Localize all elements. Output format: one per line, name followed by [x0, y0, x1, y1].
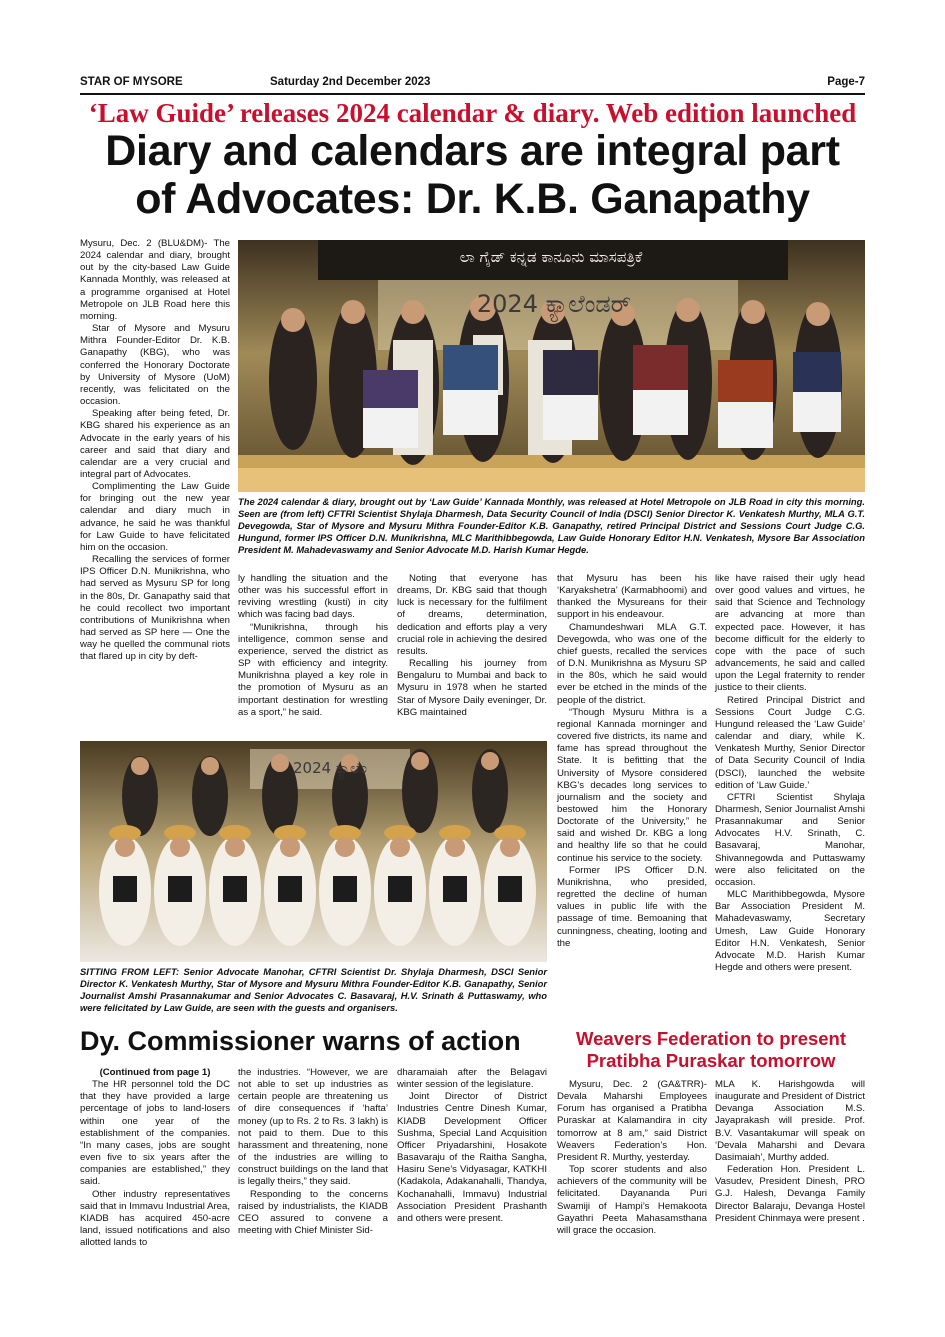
- paragraph: Top scorer students and also achievers of the community will be felicitated. Dayananda Puri Swamiji of Hampi’s Hemakoota Gayathri Peeta Mahasamsthana will grace the occasion.: [557, 1164, 707, 1236]
- paragraph: “Munikrishna, through his intelligence, common sense and experience, served the district as SP with efficiency and integrity. Munikrishna played a key role in the promotion of Mysuru as an important destination for wrestling as a sport,” he said.: [238, 621, 388, 718]
- paragraph: Recalling the services of former IPS Officer D.N. Munikrishna, who had served as Mysuru SP for long in the 80s, Dr. Ganapathy said that he could recollect two important contributions of Munikrishna when had served as SP here — One the way he quelled the communal riots that flared up in city by deft-: [80, 554, 230, 663]
- headline-line-1: Diary and calendars are integral part: [105, 127, 840, 175]
- photo2-caption: SITTING FROM LEFT: Senior Advocate Manohar, CFTRI Scientist Dr. Shylaja Dharmesh, DSCI Senior Director K. Venkatesh Murthy, Star of Mysore and Mysuru Mithra Founder-Editor K.B. Ganapathy, Senior Journalist Amshi Prasannakumar and Senior Advocates C. Basavaraj, H.V. Srinath & Puttaswamy, who were felicitated by Law Guide, are seen with the guests and organisers.: [80, 966, 547, 1014]
- main-col-3: [397, 573, 547, 719]
- paragraph: Mysuru, Dec. 2 (GA&TRR)- Devala Maharshi Employees Forum has organised a Pratibha Puraskar at Kalamandira in city tomorrow at 8 am,” said District Weavers Federation’s Hon. President R. Murthy, yesterday.: [557, 1079, 707, 1163]
- photo1-caption: The 2024 calendar & diary, brought out by ‘Law Guide’ Kannada Monthly, was released at Hotel Metropole on JLB Road in city this morning. Seen are (from left) CFTRI Scientist Shylaja Dharmesh, Data Security Council of India (DSCI) Senior Director K. Venkatesh Murthy, MLA G.T. Devegowda, Star of Mysore and Mysuru Mithra Founder-Editor K.B. Ganapathy, retired Principal District and Sessions Court Judge C.G. Hungund, former IPS Officer D.N. Munikrishna, MLC Marithibbegowda, Law Guide Honorary Editor H.N. Venkatesh, Mysore Bar Association President M. Mahadevaswamy and Senior Advocate M.D. Harish Kumar Hegde.: [238, 496, 865, 556]
- page-number: Page-7: [827, 76, 865, 88]
- calendar-release-photo: [238, 240, 865, 492]
- paragraph: Mysuru, Dec. 2 (BLU&DM)- The 2024 calendar and diary, brought out by the city-based Law Guide Kannada Monthly, was released at a programme organised at Hotel Metropole on JLB Road here this morning.: [80, 238, 230, 322]
- continued-label: (Continued from page 1): [99, 1067, 211, 1078]
- dc-col-1: [80, 1067, 230, 1249]
- paragraph: Star of Mysore and Mysuru Mithra Founder-Editor Dr. K.B. Ganapathy (KBG), who was conferred the Honorary Doctorate by University of Mysore (UoM) recently, was felicitated on the occasion.: [80, 323, 230, 408]
- paragraph: the industries. “However, we are not able to set up industries as certain people are threatening us of dire consequences if ‘hafta’ money (up to Rs. 2 to Rs. 3 lakh) is not paid to them. Due to this harassment and threatening, none of the industries are willing to construct buildings on the land that is legally theirs,” they said.: [238, 1067, 388, 1188]
- photo2-backdrop-text: 2024 ಕ್ಯಾಲೆಂ: [292, 759, 368, 777]
- paragraph: MLA K. Harishgowda will inaugurate and President of District Devanga Association M.S. Jayaprakash will preside. Prof. B.V. Vasantakumar will speak on ‘Devala Maharshi and Devara Dasimaiah’, Murthy added.: [715, 1079, 865, 1163]
- weavers-col-2: [715, 1079, 865, 1225]
- paragraph: Noting that everyone has dreams, Dr. KBG said that though luck is necessary for the fulfilment of dreams, determination, dedication and efforts play a very crucial role in achieving the desired results.: [397, 573, 547, 657]
- dc-col-3: [397, 1067, 547, 1225]
- masthead-rule: [80, 93, 865, 95]
- paragraph: Complimenting the Law Guide for bringing out the new year calendar and diary much in advance, he said he was thankful for Law Guide to have felicitated him on the occasion.: [80, 481, 230, 553]
- main-col-1: [80, 238, 230, 663]
- paragraph: Chamundeshwari MLA G.T. Devegowda, who was one of the chief guests, recalled the services of D.N. Munikrishna as Mysuru SP in the 80s, which he said would ever be etched in the minds of the people of the district.: [557, 621, 707, 706]
- photo1-backdrop-text: 2024 ಕ್ಯಾಲೆಂಡರ್: [476, 290, 632, 318]
- headline-line-2: of Advocates: Dr. K.B. Ganapathy: [135, 175, 810, 223]
- paragraph: Joint Director of District Industries Centre Dinesh Kumar, KIADB Development Officer Sushma, Special Land Acquisition Officer Priyadarshini, Hosakote Basavaraju of the Raitha Sangha, Hasiru Sene’s Vidyasagar, KATKHI (Kadakola, Adakanahalli, Thandya, Kochanahalli, Immavu) Industrial Association President Prashanth and others were present.: [397, 1091, 547, 1224]
- paragraph: The HR personnel told the DC that they have provided a large percentage of jobs to land-losers within one year of the establishment of the companies. “In many cases, jobs are sought even five to six years after the companies are established,” they said.: [80, 1079, 230, 1188]
- main-col-5: [715, 573, 865, 974]
- paragraph: Federation Hon. President L. Vasudev, President Dinesh, PRO G.J. Halesh, Devanga Family Director Balaraju, Devanga Hostel President Chinmaya were present .: [715, 1164, 865, 1224]
- dc-headline: Dy. Commissioner warns of action: [80, 1026, 521, 1056]
- paragraph: Retired Principal District and Sessions Court Judge C.G. Hungund released the ‘Law Guide’ calendar and diary, while K. Venkatesh Murthy, Senior Director of Data Security Council of India (DSCI), launched the website edition of ‘Law Guide.’: [715, 694, 865, 791]
- main-col-4: [557, 573, 707, 950]
- paragraph: ly handling the situation and the other was his successful effort in reviving wrestling (kusti) in city which was facing bad days.: [238, 573, 388, 621]
- paragraph: CFTRI Scientist Shylaja Dharmesh, Senior Journalist Amshi Prasannakumar and Senior Advocates H.V. Srinath, C. Basavaraj, Manohar, Shivannegowda and Puttaswamy were also felicitated on the occasion.: [715, 791, 865, 888]
- paragraph: Speaking after being feted, Dr. KBG shared his experience as an Advocate in the early years of his career and said that diary and calendar are a very crucial and integral part of Advocates.: [80, 408, 230, 480]
- paper-name: STAR OF MYSORE: [80, 76, 183, 88]
- dc-col-2: [238, 1067, 388, 1237]
- weavers-headline: Weavers Federation to present Pratibha Puraskar tomorrow: [575, 1028, 847, 1071]
- paragraph: MLC Marithibbegowda, Mysore Bar Association President M. Mahadevaswamy, Secretary Umesh, Law Guide Honorary Editor H.N. Venkatesh, Senior Advocate M.D. Harish Kumar Hegde and others were present.: [715, 889, 865, 973]
- felicitation-photo: [80, 741, 547, 962]
- paragraph: “Though Mysuru Mithra is a regional Kannada morninger and covered five districts, its name and fame has spread throughout the State. It is befitting that the University of Mysore considered KBG’s decades long services to journalism and the society and bestowed him the Honorary Doctorate of the University,” he said and wished Dr. KBG a long and healthy life so that he could continue his service to the society.: [557, 706, 707, 864]
- paragraph: Responding to the concerns raised by industrialists, the KIADB CEO assured to convene a meeting with Chief Minister Sid-: [238, 1188, 388, 1237]
- main-headline: [70, 127, 875, 223]
- calendar-release-photo-art: [238, 240, 865, 492]
- paragraph: like have raised their ugly head over good values and virtues, he said that Science and Technology are advancing at more than expected pace. However, it has become difficult for the elderly to cope with the pace of such advancements, he said and called upon the Legal fraternity to render justice to their clients.: [715, 573, 865, 694]
- issue-date: Saturday 2nd December 2023: [270, 76, 431, 88]
- paragraph: that Mysuru has been his ‘Karyakshetra’ (Karmabhoomi) and thanked the Mysureans for their support in his endeavour.: [557, 573, 707, 621]
- masthead: [80, 76, 865, 92]
- felicitation-photo-art: [80, 741, 547, 962]
- paragraph: Other industry representatives said that in Immavu Industrial Area, KIADB has acquired 450-acre land, issued notifications and also allotted lands to: [80, 1188, 230, 1249]
- paragraph: Recalling his journey from Bengaluru to Mumbai and back to Mysuru in 1978 when he started Star of Mysore Daily eveninger, Dr. KBG maintained: [397, 658, 547, 718]
- paragraph: dharamaiah after the Belagavi winter session of the legislature.: [397, 1067, 547, 1091]
- weavers-col-1: [557, 1079, 707, 1237]
- photo1-banner-text: ಲಾ ಗೈಡ್ ಕನ್ನಡ ಕಾನೂನು ಮಾಸಪತ್ರಿಕೆ: [459, 248, 643, 266]
- main-col-2: [238, 573, 388, 719]
- paragraph: Former IPS Officer D.N. Munikrishna, who presided, regretted the decline of human values in public life with the passage of time. Bemoaning that cunningness, cheating, looting and the: [557, 864, 707, 949]
- main-kicker: ‘Law Guide’ releases 2024 calendar & diary. Web edition launched: [88, 98, 857, 128]
